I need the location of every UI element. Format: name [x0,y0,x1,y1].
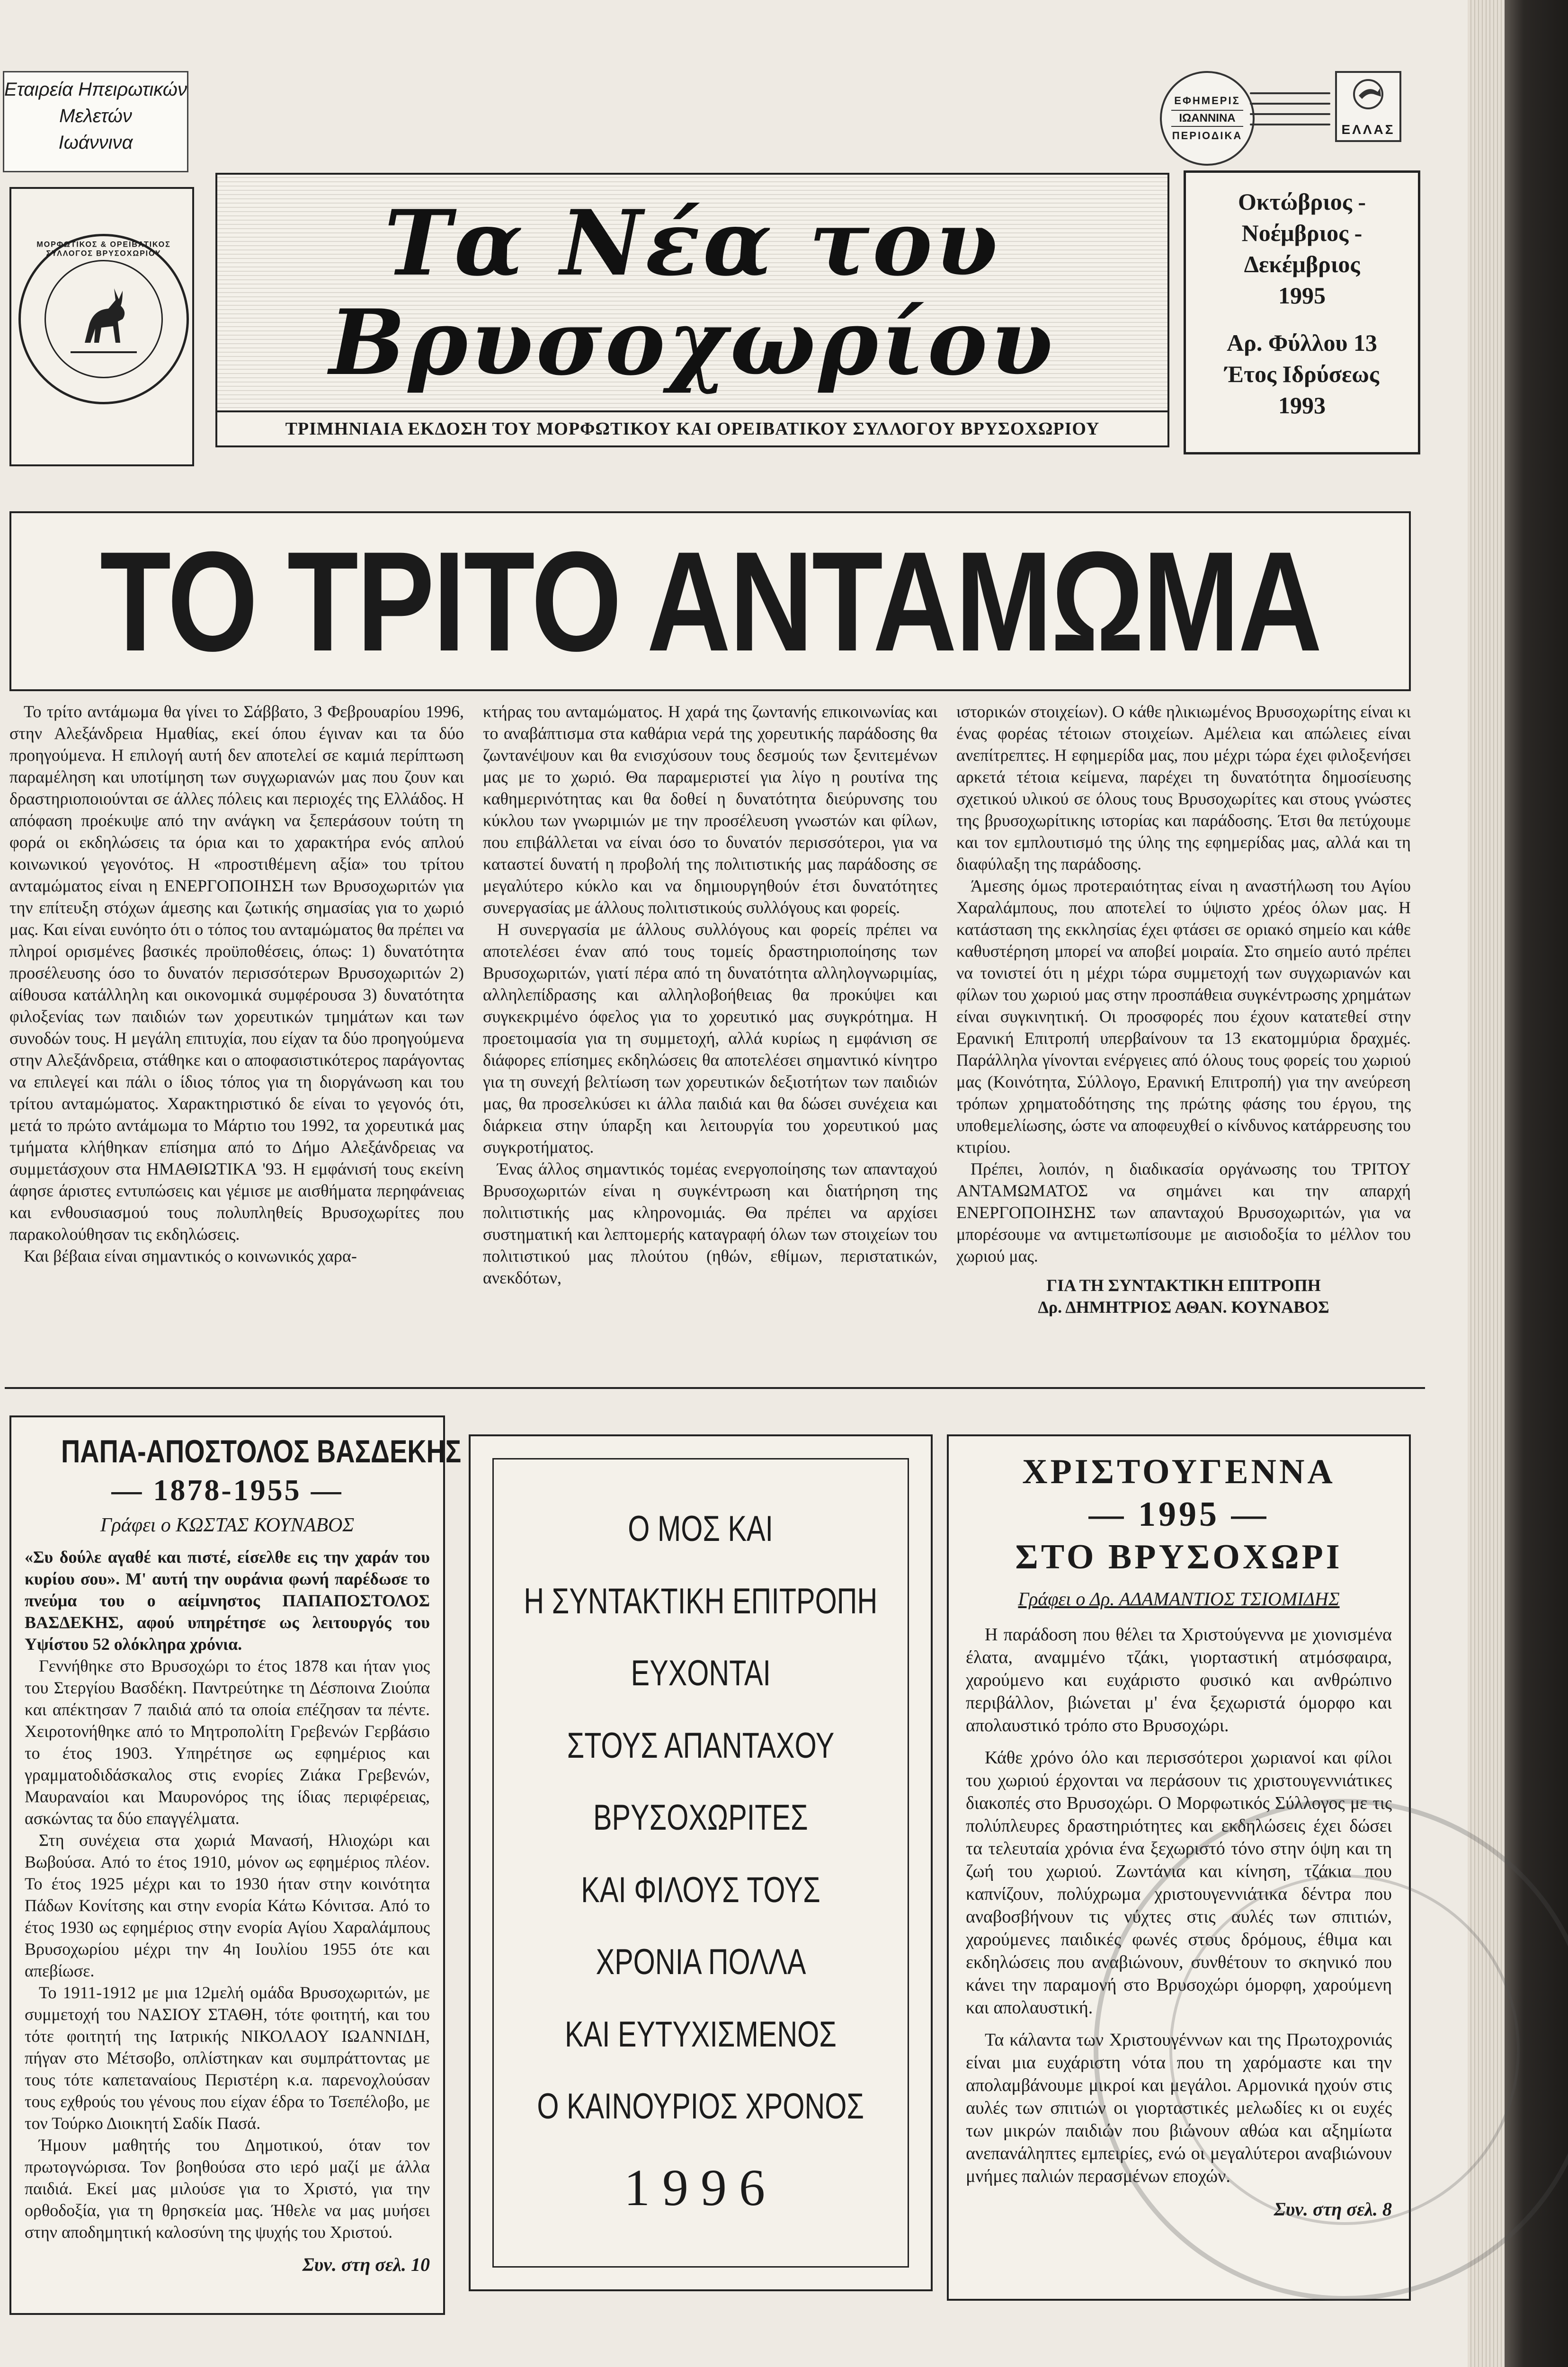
obituary-body [25,1546,430,2243]
postal-ring-top: ΕΦΗΜΕΡΙΣ [1174,95,1240,107]
issue-sheet-number: Αρ. Φύλλου 13 [1227,329,1377,356]
masthead [215,173,1169,447]
christmas-article [947,1434,1411,2301]
masthead-title-line2: Βρυσοχωρίου [329,290,1056,395]
article-paragraph: Η παράδοση που θέλει τα Χριστούγεννα με χιονισμένα έλατα, αναμμένο τζάκι, γιορταστική ατμόσφαιρα, χαρούμενο και ευχάριστο φυσικό και ανθρώπινο περιβάλλον, βιώνεται μ' ένα ξεχωριστά όμορφο και απολαυστικό τρόπο στο Βρυσοχώρι. [966,1625,1392,1735]
article-signature [956,1274,1411,1318]
archive-label-line3: Ιωάννινα [58,132,133,153]
seal-ring-text: ΜΟΡΦΩΤΙΚΟΣ & ΟΡΕΙΒΑΤΙΚΟΣ ΣΥΛΛΟΓΟΣ ΒΡΥΣΟΧΩΡΙΟΥ [36,240,171,258]
issue-month3: Δεκέμβριος [1244,251,1360,277]
postal-box-stamp [1335,71,1401,142]
greeting-line: ΚΑΙ ΕΥΤΥΧΙΣΜΕΝΟΣ [564,2014,837,2055]
christmas-byline: Γράφει ο Δρ. ΑΔΑΜΑΝΤΙΟΣ ΤΣΙΟΜΙΔΗΣ [1018,1588,1340,1610]
greeting-line: ΚΑΙ ΦΙΛΟΥΣ ΤΟΥΣ [581,1869,820,1910]
greeting-line: Ο ΚΑΙΝΟΥΡΙΟΣ ΧΡΟΝΟΣ [537,2086,864,2127]
greeting-line: ΣΤΟΥΣ ΑΠΑΝΤΑΧΟΥ [567,1725,835,1766]
greeting-line: ΧΡΟΝΙΑ ΠΟΛΛΑ [596,1942,806,1983]
article-paragraph: κτήρας του ανταμώματος. Η χαρά της ζωντανής επικοινωνίας και το αναβάπτισμα στα καθάρια νερά της χορευτικής παράδοσης θα ζωντανέψουν και θα ενισχύσουν τους δεσμούς των ξενιτεμένων μας με το χωριό. Θα παραμεριστεί για λίγο η ρουτίνα της καθημερινότητας και θα δοθεί η δυνατότητα διεύρυνσης του κύκλου των γνωριμιών με την προσέλευση γνωστών και φίλων, που επιβάλλεται να είναι όσο το δυνατόν περισσότεροι, για να καταστεί δυνατή η προβολή της πολιτιστικής μας παράδοσης σε μεγαλύτερο κύκλο και να δημιουργηθούν έτσι δυνατότητες συνεργασίας με άλλους πολιτιστικούς συλλόγους και φορείς. [483,702,937,917]
masthead-title-line1: Τα Νέα του [384,190,1001,296]
club-seal [18,234,189,404]
greeting-line: ΒΡΥΣΟΧΩΡΙΤΕΣ [593,1797,808,1838]
greeting-year: 1996 [624,2158,777,2216]
postal-round-stamp [1160,71,1255,166]
front-article [9,701,1411,1373]
obituary-title: ΠΑΠΑ-ΑΠΟΣΤΟΛΟΣ ΒΑΣΔΕΚΗΣ [61,1433,462,1469]
postal-ring-bottom: ΠΕΡΙΟΔΙΚΑ [1172,130,1243,142]
issue-month2: Νοέμβριος - [1241,220,1363,246]
archive-label-line2: Μελετών [59,106,132,126]
signature-line2: Δρ. ΔΗΜΗΤΡΙΟΣ ΑΘΑΝ. ΚΟΥΝΑΒΟΣ [1038,1298,1329,1317]
chamois-icon [45,260,163,378]
issue-month1: Οκτώβριος - [1238,188,1366,215]
page-edges [1468,0,1505,2367]
article-paragraph: Το 1911-1912 με μια 12μελή ομάδα Βρυσοχωριτών, με συμμετοχή του ΝΑΣΙΟΥ ΣΤΑΘΗ, τότε φοιτητή, και του τότε φοιτητή της Ιατρικής ΝΙΚΟΛΑΟΥ ΙΩΑΝΝΙΔΗ, πήγαν στο Μέτσοβο, οπλίστηκαν και συμπράττοντας με τους τότε καπεταναίους Περιστέρη κ.α. παρενοχλούσαν τους εχθρούς του γένους που είχαν έδρα το Τσεπέλοβο, με τον Τούρκο Διοικητή Σαδίκ Πασά. [25,1983,430,2133]
binder-spine [1505,0,1568,2367]
article-column-1 [9,701,464,1373]
article-column-2 [483,701,937,1373]
obituary-years: — 1878-1955 — [111,1473,343,1507]
issue-info-box [1184,170,1420,454]
article-paragraph: Ήμουν μαθητής του Δημοτικού, όταν τον πρωτογνώρισα. Τον βοηθούσα στο ιερό μαζί με άλλα παιδιά. Εκεί μας μιλούσε για το Χριστό, για την ορθοδοξία, για τη θρησκεία μας. Ήθελε να μας μυήσει στην αποδημητική καλοσύνη της ψυχής του Χριστού. [25,2136,430,2242]
christmas-body [966,1623,1392,2188]
continued-note: Συν. στη σελ. 10 [302,2254,430,2275]
article-paragraph: Κάθε χρόνο όλο και περισσότεροι χωριανοί και φίλοι του χωριού έρχονται να περάσουν τις χριστουγεννιάτικες διακοπές στο Βρυσοχώρι. Ο Μορφωτικός Σύλλογος με τις πολύπλευρες δραστηριότητες και εκδηλώσεις έχει δώσει τα τελευταία χρόνια ένα ξεχωριστό τόνο στην όψη και τη ζωή του χωριού. Ζωντάνια και κίνηση, τζάκια που καπνίζουν, πολύχρωμα χριστουγεννιάτικα δέντρα που αναβοσβήνουν τις νύχτες στις αυλές των σπιτιών, χαρούμενες παιδικές φωνές στους δρόμους, έθιμα και εκδηλώσεις που αναβιώνουν, συνθέτουν το σκηνικό που κάνει την παραμονή στο Βρυσοχώρι όμορφη, χαρούμενη και απολαυστική. [966,1748,1392,2018]
issue-founded-year: 1993 [1278,392,1326,418]
postal-city: ΙΩΑΝΝΙΝΑ [1171,110,1243,127]
section-divider [5,1387,1425,1389]
article-paragraph: Τα κάλαντα των Χριστουγέννων και της Πρωτοχρονιάς είναι μια ευχάριστη νότα που τη χαρόμαστε και την απολαμβάνουμε μικροί και μεγάλοι. Αρμονικά ηχούν στις αυλές των σπιτιών οι γιορταστικές μελωδίες κι οι ευχές των μικρών παιδιών που βιώνουν αθώα και αξημίωτα ανεπανάληπτες εμπειρίες, ενώ οι μεγαλύτεροι αναβιώνουν μνήμες παλιών περασμένων εποχών. [966,2030,1392,2186]
greeting-line: Ο ΜΟΣ ΚΑΙ [628,1509,774,1549]
postal-cancel-lines [1250,92,1330,144]
obituary-byline: Γράφει ο ΚΩΣΤΑΣ ΚΟΥΝΑΒΟΣ [100,1514,355,1536]
greeting-inner [492,1458,909,2268]
issue-founded-label: Έτος Ιδρύσεως [1225,361,1379,387]
article-paragraph: «Συ δούλε αγαθέ και πιστέ, είσελθε εις την χαράν του κυρίου σου». Μ' αυτή την ουράνια φωνή παρέδωσε το πνεύμα του ο αείμνηστος ΠΑΠΑΠΟΣΤΟΛΟΣ ΒΑΣΔΕΚΗΣ, αφού υπηρέτησε ως λειτουργός του Υψίστου 52 ολόκληρα χρόνια. [25,1548,430,1654]
obituary-article [9,1415,462,2315]
christmas-title-line3: ΣΤΟ ΒΡΥΣΟΧΩΡΙ [1015,1538,1343,1576]
article-paragraph: Η συνεργασία με άλλους συλλόγους και φορείς πρέπει να αποτελέσει έναν από τους τομείς δραστηριοποίησης των Βρυσοχωριτών, γιατί πέρα από τη δυνατότητα αλληλογνωριμίας, αλληλεπίδρασης και αλληλοβοήθειας θα προκύψει και συγκεκριμένο όφελος για το χορευτικό μας συγκρότημα. Η προετοιμασία για τη συμμετοχή, αλλά κυρίως η εμφάνιση σε διάφορες επίσημες εκδηλώσεις θα αποτελέσει σημαντικό κίνητρο για τη συνεχή βελτίωση των χορευτικών δεξιοτήτων των παιδιών μας, θα προσελκύσει κι άλλα παιδιά και θα δώσει συνέχεια και διάρκεια στην ύπαρξη και λειτουργία του χορευτικού μας συγκροτήματος. [483,920,937,1157]
greeting-line: Η ΣΥΝΤΑΚΤΙΚΗ ΕΠΙΤΡΟΠΗ [524,1581,878,1621]
archive-label [3,71,188,172]
archive-label-line1: Εταιρεία Ηπειρωτικών [4,79,187,100]
article-paragraph: Στη συνέχεια στα χωριά Μανασή, Ηλιοχώρι και Βωβούσα. Από το έτος 1910, μόνον ως εφημέριος πλέον. Το έτος 1925 μέχρι και το 1930 ήταν στην κοινότητα Πάδων Κονίτσης και στην ενορία Κάτω Κόνιτσα. Από το έτος 1930 ως εφημέριος στην ενορία Αγίου Χαραλάμπους Βρυσοχωρίου μέχρι την 4η Ιουλίου 1955 ότε και απεβίωσε. [25,1831,430,1980]
headline-box [9,511,1411,691]
article-paragraph: Πρέπει, λοιπόν, η διαδικασία οργάνωσης του ΤΡΙΤΟΥ ΑΝΤΑΜΩΜΑΤΟΣ να σημάνει και την απαρχή ΕΝΕΡΓΟΠΟΙΗΣΗΣ των απανταχού Βρυσοχωριτών, για να μπορέσουμε να αντιμετωπίσουμε με αισιοδοξία το μέλλον του χωριού μας. [956,1159,1411,1265]
signature-line1: ΓΙΑ ΤΗ ΣΥΝΤΑΚΤΙΚΗ ΕΠΙΤΡΟΠΗ [1046,1276,1321,1295]
christmas-title-line1: ΧΡΙΣΤΟΥΓΕΝΝΑ [1022,1452,1336,1491]
greeting-box [469,1434,933,2291]
article-paragraph: Και βέβαια είναι σημαντικός ο κοινωνικός χαρα- [24,1246,357,1265]
club-seal-box [9,187,194,466]
article-paragraph: Γεννήθηκε στο Βρυσοχώρι το έτος 1878 και ήταν γιος του Στεργίου Βασδέκη. Παντρεύτηκε τη Δέσποινα Ζιούπα και απέκτησαν 7 παιδιά από τα οποία επέζησαν τα πέντε. Χειροτονήθηκε από το Μητροπολίτη Γρεβενών Γερβάσιο το έτος 1903. Υπηρέτησε ως εφημέριος και γραμματοδιδάσκαλος στις ενορίες Ζιάκα Γρεβενών, Μαυραναίοι και Μαυρονόρος της ίδιας περιφέρειας, ασκώντας τα δύο επαγγέλματα. [25,1656,430,1828]
continued-note: Συν. στη σελ. 8 [1274,2198,1392,2220]
masthead-subtitle: ΤΡΙΜΗΝΙΑΙΑ ΕΚΔΟΣΗ ΤΟΥ ΜΟΡΦΩΤΙΚΟΥ ΚΑΙ ΟΡΕΙΒΑΤΙΚΟΥ ΣΥΛΛΟΓΟΥ ΒΡΥΣΟΧΩΡΙΟΥ [217,410,1167,445]
article-column-3 [956,701,1411,1373]
article-paragraph: Άμεσης όμως προτεραιότητας είναι η αναστήλωση του Αγίου Χαραλάμπους, που αποτελεί το ύψιστο χρέος όλων μας. Η κατάσταση της εκκλησίας έχει φτάσει σε οριακό σημείο και κάθε καθυστέρηση μπορεί να αποβεί μοιραία. Στο σημείο αυτό πρέπει να τονιστεί ότι η μέχρι τώρα συμμετοχή των συγχωριανών και φίλων του χωριού μας στην προσπάθεια συγκέντρωσης χρημάτων είναι συγκινητική. Οι προσφορές που έχουν κατατεθεί στην Ερανική Επιτροπή υπερβαίνουν τα 13 εκατομμύρια δραχμές. Παράλληλα γίνονται ενέργειες από όλους τους φορείς του χωριού μας (Κοινότητα, Σύλλογο, Ερανική Επιτροπή) για την ανεύρεση τρόπων χρηματοδότησης της πρώτης φάσης του έργου, της υποθεμελίωσης, ώστε να αποφευχθεί ο κίνδυνος κατάρρευσης του κτιρίου. [956,876,1411,1157]
post-horn-icon [1347,78,1390,116]
masthead-title [217,175,1167,411]
main-headline: ΤΟ ΤΡΙΤΟ ΑΝΤΑΜΩΜΑ [99,522,1321,681]
article-paragraph: ιστορικών στοιχείων). Ο κάθε ηλικιωμένος Βρυσοχωρίτης είναι κι ένας φορέας τέτοιων στοιχείων. Αμέλεια και απώλειες είναι ανεπίτρεπτες. Η εφημερίδα μας, που μέχρι τώρα έχει φιλοξενήσει αρκετά τέτοια κείμενα, παρέχει τη δυνατότητα δημοσίευσης σχετικού υλικού σε όλους τους Βρυσοχωρίτες και στους γνώστες της βρυσοχωρίτικης ιστορίας και παράδοσης. Έτσι θα πετύχουμε και τον εμπλουτισμό της ύλης της εφημερίδας μας, αλλά και τη διαφύλαξη της παράδοσης. [956,702,1411,873]
article-paragraph: Ένας άλλος σημαντικός τομέας ενεργοποίησης των απανταχού Βρυσοχωριτών είναι η συγκέντρωση και διατήρηση της πολιτιστικής μας κληρονομιάς. Θα πρέπει να αρχίσει συστηματική και λεπτομερής καταγραφή όλων των στοιχείων του πολιτιστικού μας πλούτου (ηθών, εθίμων, περιστατικών, ανεκδότων, [483,1159,937,1287]
greeting-line: ΕΥΧΟΝΤΑΙ [631,1653,771,1694]
issue-year: 1995 [1278,282,1326,309]
postal-country: ΕΛΛΑΣ [1341,122,1395,137]
article-paragraph: Το τρίτο αντάμωμα θα γίνει το Σάββατο, 3 Φεβρουαρίου 1996, στην Αλεξάνδρεια Ημαθίας, εκεί όπου έγιναν και τα δύο προηγούμενα. Η επιλογή αυτή δεν αποτελεί σε καμιά περίπτωση παραμέληση και υποτίμηση των συγχωριανών μας που ζουν και δραστηριοποιούνται σε άλλες πόλεις και περιοχές της Ελλάδος. Η απόφαση προέκυψε από την ανάγκη να ξεπεράσουν τούτη τη φορά οι εκδηλώσεις τα όρια και το χαρακτήρα ενός απλού κοινωνικού γεγονότος. Η «προστιθέμενη αξία» του τρίτου ανταμώματος είναι η ΕΝΕΡΓΟΠΟΙΗΣΗ των Βρυσοχωριτών για την επίτευξη στόχων άμεσης και ζωτικής σημασίας για το χωριό μας. Και είναι ευνόητο ότι ο τόπος του ανταμώματος θα πρέπει να πληροί ορισμένες βασικές προϋποθέσεις, όπως: 1) δυνατότητα προσέλευσης όσο το δυνατόν περισσότερων Βρυσοχωριτών 2) αίθουσα κατάλληλη και οικονομικά συμφέρουσα 3) δυνατότητα φιλοξενίας των παιδιών των χορευτικών τμημάτων και των συνοδών τους. Η μεγάλη επιτυχία, που είχαν τα δύο προηγούμενα στην Αλεξάνδρεια, στάθηκε και ο αποφασιστικότερος παράγοντας να επιλεγεί και πάλι ο ίδιος τόπος για τη διοργάνωση και του τρίτου ανταμώματος. Χαρακτηριστικό δε είναι το γεγονός ότι, μετά το πρώτο αντάμωμα το Μάρτιο του 1992, τα χορευτικά μας τμήματα κλήθηκαν επίσημα από το Δήμο Αλεξάνδρειας να συμμετάσχουν στα ΗΜΑΘΙΩΤΙΚΑ '93. Η εμφάνισή τους εκείνη άφησε άριστες εντυπώσεις και γέμισε με αισθήματα περηφάνειας και ενθουσιασμού τους πολυπληθείς Βρυσοχωρίτες που παρακολούθησαν τις εκδηλώσεις. [9,702,464,1244]
christmas-title-line2: — 1995 — [1088,1495,1269,1534]
